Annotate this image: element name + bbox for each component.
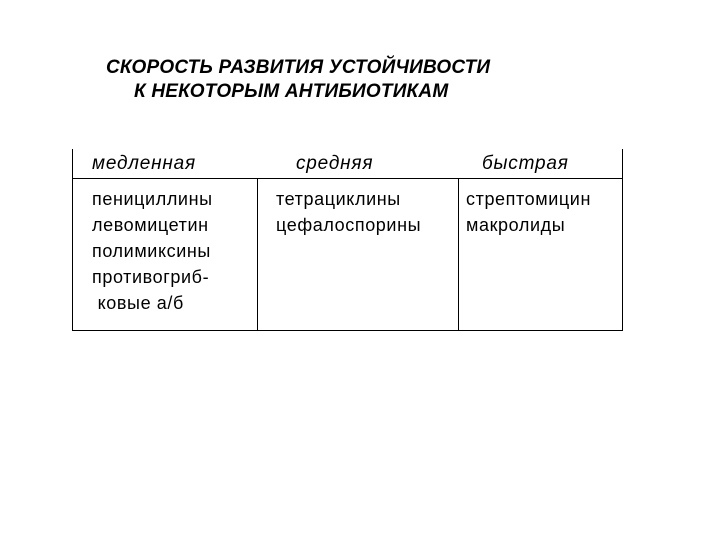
list-item: цефалоспорины	[276, 215, 422, 235]
header-divider	[72, 178, 623, 179]
list-item: полимиксины	[92, 241, 211, 261]
list-item: макролиды	[466, 215, 566, 235]
slide-title-line-2: К НЕКОТОРЫМ АНТИБИОТИКАМ	[134, 81, 449, 102]
column-divider-1	[257, 178, 258, 331]
list-item: левомицетин	[92, 215, 209, 235]
slide-title-line-1: СКОРОСТЬ РАЗВИТИЯ УСТОЙЧИВОСТИ	[106, 57, 491, 78]
table-bottom-border	[72, 330, 623, 331]
table-right-border	[622, 149, 623, 331]
header-fast: быстрая	[482, 153, 569, 174]
list-item: противогриб-	[92, 267, 210, 287]
header-medium: средняя	[296, 153, 374, 174]
list-item: пенициллины	[92, 189, 213, 209]
column-divider-2	[458, 178, 459, 331]
list-item: ковые а/б	[92, 293, 184, 313]
cell-medium	[276, 186, 421, 238]
list-item: стрептомицин	[466, 189, 591, 209]
list-item: тетрациклины	[276, 189, 401, 209]
cell-fast	[466, 186, 591, 238]
cell-slow	[92, 186, 213, 316]
table-left-border	[72, 149, 73, 331]
header-slow: медленная	[92, 153, 196, 174]
